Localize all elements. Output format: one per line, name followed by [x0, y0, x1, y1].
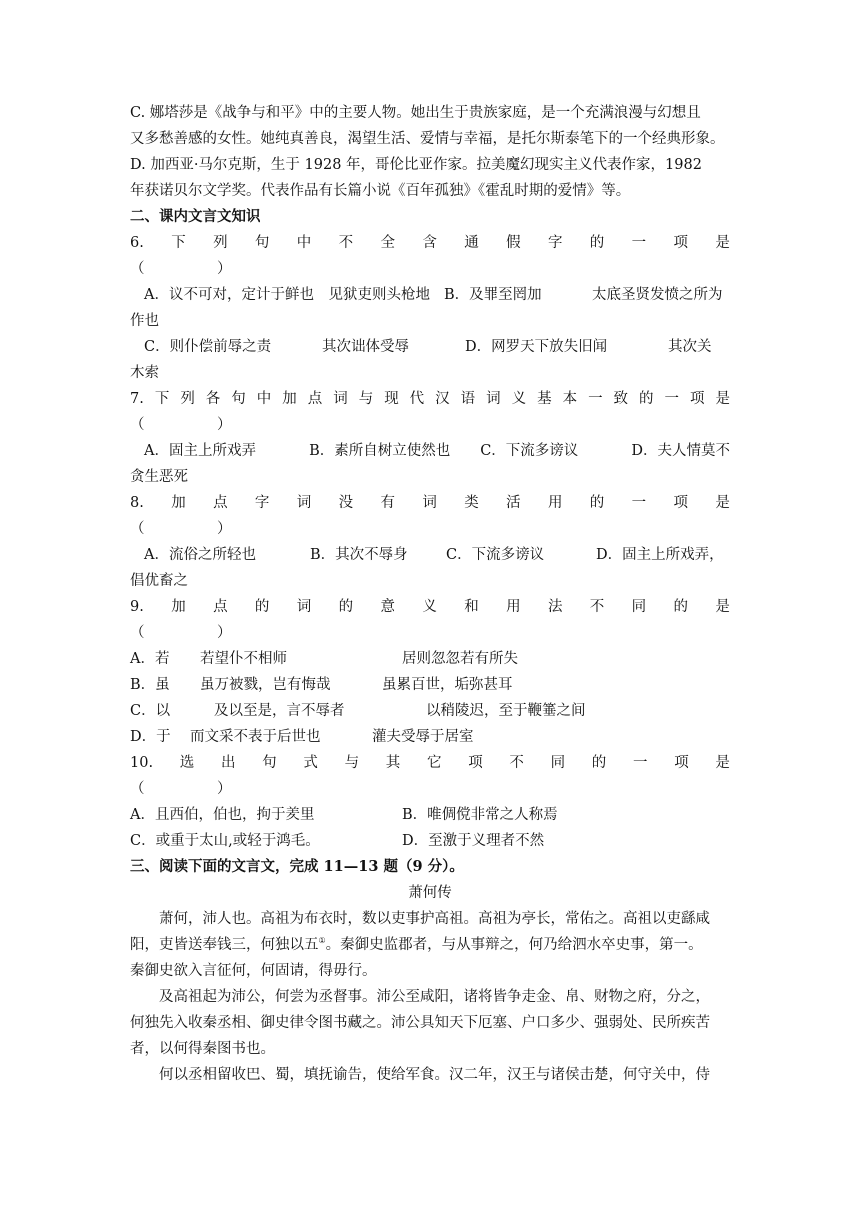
passage-title: 萧何传: [408, 885, 452, 901]
q7-stem-char: 加: [282, 391, 297, 407]
q7-stem-char: 基: [537, 391, 552, 407]
q10-stem-char: 式: [303, 755, 318, 771]
q8-option-d: D．固主上所戏弄，: [596, 547, 724, 563]
q9-stem-char: 9.: [130, 599, 144, 615]
q8-stem-char: 没: [338, 495, 354, 511]
q9-stem-char: 用: [506, 599, 521, 615]
q7-stem-char: 项: [690, 391, 705, 407]
q6-stem-char: 字: [547, 235, 563, 251]
q9-stem-char: 的: [254, 599, 270, 615]
passage-p2-line-2: 何独先入收秦丞相、御史律令图书藏之。沛公具知天下厄塞、户口多少、强弱处、民所疾苦: [130, 1015, 710, 1031]
q7-stem-char: 本: [562, 391, 578, 407]
q10-stem-char: 一: [633, 755, 648, 771]
q7-answer-paren: （ ）: [130, 417, 232, 433]
q6-stem-char: 含: [422, 235, 437, 251]
q8-stem-char: 点: [213, 495, 228, 511]
q10-stem-char: 与: [344, 755, 360, 771]
q10-stem-char: 同: [550, 755, 566, 771]
q8-option-a: A．流俗之所轻也: [144, 547, 256, 563]
q9-option-b: [130, 672, 730, 698]
section-2-heading: 二、课内文言文知识: [130, 208, 261, 225]
q9-option-c: [130, 698, 730, 724]
passage-p1-line-2a: 阳，吏皆送奉钱三，何独以五: [130, 937, 319, 953]
option-c-line-1: C. 娜塔莎是《战争与和平》中的主要人物。她出生于贵族家庭，是一个充满浪漫与幻想且: [130, 105, 701, 121]
q6-wrap-2: 木索: [130, 365, 159, 381]
q10-stem-char: 选: [179, 755, 195, 771]
passage-p1-line-2b: 。秦御史监郡者，与从事辩之，何乃给泗水卒史事，第一。: [325, 937, 703, 953]
q8-option-c: C．下流多谤议: [446, 547, 545, 563]
q7-stem-char: 7.: [130, 391, 144, 407]
q10-option-b: B．唯倜傥非常之人称焉: [402, 807, 558, 823]
q9-stem-char: 点: [213, 599, 228, 615]
q7-stem-char: 语: [460, 391, 476, 407]
q10-stem-char: 的: [591, 755, 607, 771]
passage-p1-line-1: 萧何，沛人也。高祖为布衣时，数以吏事护高祖。高祖为亭长，常佑之。高祖以吏繇咸: [159, 911, 710, 927]
q10-stem-char: 是: [715, 755, 730, 771]
q9-stem-char: 词: [296, 599, 312, 615]
q8-stem-char: 活: [506, 495, 521, 511]
q7-stem-char: 下: [154, 391, 170, 407]
q7-stem-char: 词: [486, 391, 501, 407]
q6-options-row-2: [130, 334, 730, 360]
q9-option-b-key: B．虽: [130, 677, 170, 693]
q7-option-a: A．固主上所戏弄: [144, 443, 256, 459]
q6-stem-char: 假: [506, 235, 521, 251]
q6-option-b: B．及罪至罔加: [444, 287, 542, 303]
q7-stem-char: 现: [384, 391, 399, 407]
q6-option-d-cont: 其次关: [668, 339, 712, 355]
q6-stem-char: 通: [464, 235, 479, 251]
q9-stem-char: 和: [464, 599, 479, 615]
q6-option-c: C．则仆偿前辱之责: [144, 339, 272, 355]
q9-option-d-text-1: 而文采不表于后世也: [190, 729, 321, 745]
footnote-marker: ①: [318, 936, 326, 946]
q6-stem-char: 是: [715, 235, 730, 251]
q6-stem: [130, 230, 730, 256]
q8-answer-paren: （ ）: [130, 521, 232, 537]
q9-stem-char: 意: [380, 599, 395, 615]
q10-stem-char: 其: [385, 755, 401, 771]
document-page: [130, 100, 730, 1088]
q10-stem-char: 10.: [130, 755, 154, 771]
q10-answer-paren: （ ）: [130, 781, 232, 797]
option-d-line-1: D. 加西亚·马尔克斯，生于 1928 年，哥伦比亚作家。拉美魔幻现实主义代表作家，1982: [130, 157, 702, 173]
q7-stem-char: 列: [180, 391, 195, 407]
q8-stem-char: 8.: [130, 495, 144, 511]
passage-p1-line-3: 秦御史欲入言征何，何固请，得毋行。: [130, 963, 377, 979]
q9-option-a-key: A．若: [130, 651, 170, 667]
q9-stem-char: 的: [673, 599, 689, 615]
q9-option-b-text-2: 虽累百世，垢弥甚耳: [382, 677, 513, 693]
q9-answer-paren: （ ）: [130, 625, 232, 641]
q7-stem-char: 致: [613, 391, 629, 407]
q9-stem-char: 不: [589, 599, 605, 615]
q9-stem-char: 加: [171, 599, 186, 615]
q6-wrap-1: 作也: [130, 313, 159, 329]
q9-option-a-text-2: 居则忽忽若有所失: [402, 651, 518, 667]
q9-option-c-key: C．以: [130, 703, 171, 719]
q6-stem-char: 句: [254, 235, 270, 251]
q7-stem-char: 各: [205, 391, 221, 407]
q7-wrap: 贪生恶死: [130, 469, 188, 485]
q8-wrap: 倡优畜之: [130, 573, 188, 589]
q10-stem-char: 项: [468, 755, 483, 771]
q6-option-d: D．网罗天下放失旧闻: [465, 339, 608, 355]
q6-stem-char: 不: [338, 235, 354, 251]
q9-stem-char: 义: [422, 599, 437, 615]
q8-stem-char: 加: [171, 495, 186, 511]
q8-stem: [130, 490, 730, 516]
q9-stem-char: 是: [715, 599, 730, 615]
q6-stem-char: 列: [213, 235, 228, 251]
q7-stem-char: 代: [409, 391, 425, 407]
q9-option-b-text-1: 虽万被戮，岂有悔哉: [200, 677, 331, 693]
q8-option-b: B．其次不辱身: [310, 547, 408, 563]
q8-stem-char: 有: [380, 495, 395, 511]
q10-stem-char: 项: [674, 755, 689, 771]
q10-stem-char: 出: [220, 755, 236, 771]
passage-p3-line-1: 何以丞相留收巴、蜀，填抚谕告，使给军食。汉二年，汉王与诸侯击楚，何守关中，侍: [159, 1067, 710, 1083]
q6-options-row-1: [130, 282, 730, 308]
q8-stem-char: 一: [631, 495, 647, 511]
q9-option-d: [130, 724, 730, 750]
q7-stem-char: 句: [231, 391, 246, 407]
q7-stem-char: 一: [664, 391, 680, 407]
q8-stem-char: 用: [547, 495, 563, 511]
q7-stem-char: 与: [358, 391, 374, 407]
q7-stem: [130, 386, 730, 412]
q6-stem-char: 一: [631, 235, 647, 251]
passage-p2-line-1: 及高祖起为沛公，何尝为丞督事。沛公至咸阳，诸将皆争走金、帛、财物之府，分之，: [159, 989, 710, 1005]
q8-stem-char: 词: [296, 495, 312, 511]
q7-stem-char: 汉: [435, 391, 450, 407]
q9-option-d-text-2: 灌夫受辱于居室: [372, 729, 474, 745]
q10-stem-char: 它: [426, 755, 442, 771]
q10-stem-char: 不: [509, 755, 524, 771]
q10-option-a: A．且西伯，伯也，拘于羑里: [130, 807, 315, 823]
section-3-heading: 三、阅读下面的文言文，完成 11—13 题（9 分）。: [130, 858, 464, 875]
q9-option-a-text-1: 若望仆不相师: [200, 651, 287, 667]
q10-option-d: D．至激于义理者不然: [402, 833, 545, 849]
q8-stem-char: 项: [673, 495, 689, 511]
q10-options-row-1: [130, 802, 730, 828]
q10-stem-char: 句: [262, 755, 277, 771]
q9-option-d-key: D．于: [130, 729, 171, 745]
q9-stem: [130, 594, 730, 620]
option-d-line-2: 年获诺贝尔文学奖。代表作品有长篇小说《百年孤独》《霍乱时期的爱情》等。: [130, 183, 631, 199]
q6-answer-paren: （ ）: [130, 261, 232, 277]
q6-stem-char: 的: [589, 235, 605, 251]
q6-stem-char: 项: [673, 235, 689, 251]
q7-stem-char: 中: [256, 391, 272, 407]
q9-stem-char: 的: [338, 599, 354, 615]
q7-option-d: D．夫人情莫不: [631, 443, 730, 459]
q6-option-c-cont: 其次诎体受辱: [322, 339, 409, 355]
q8-stem-char: 的: [589, 495, 605, 511]
q7-stem-char: 义: [511, 391, 527, 407]
q7-option-b: B．素所自树立使然也: [309, 443, 451, 459]
q7-stem-char: 是: [715, 391, 730, 407]
passage-p1-line-2: [130, 932, 730, 958]
q7-stem-char: 一: [588, 391, 603, 407]
q8-stem-char: 字: [254, 495, 270, 511]
q8-options-row: [130, 542, 730, 568]
q9-option-c-text-1: 及以至是，言不辱者: [214, 703, 345, 719]
q8-stem-char: 是: [715, 495, 730, 511]
q6-option-a: A．议不可对，定计于鲜也 见狱吏则头枪地: [144, 287, 430, 303]
option-c-line-2: 又多愁善感的女性。她纯真善良，渴望生活、爱情与幸福，是托尔斯泰笔下的一个经典形象。: [130, 131, 725, 147]
q6-stem-char: 下: [171, 235, 186, 251]
q6-stem-char: 6.: [130, 235, 144, 251]
q7-stem-char: 的: [639, 391, 654, 407]
q7-options-row: [130, 438, 730, 464]
q10-options-row-2: [130, 828, 730, 854]
q9-option-a: [130, 646, 730, 672]
q9-stem-char: 法: [547, 599, 563, 615]
q7-option-c: C．下流多谤议: [480, 443, 579, 459]
q10-stem: [130, 750, 730, 776]
q7-stem-char: 点: [307, 391, 323, 407]
q8-stem-char: 类: [464, 495, 479, 511]
passage-p2-line-3: 者，以何得秦图书也。: [130, 1041, 275, 1057]
q7-stem-char: 词: [333, 391, 348, 407]
q10-option-c: C．或重于太山,或轻于鸿毛。: [130, 833, 320, 849]
q9-stem-char: 同: [631, 599, 647, 615]
q9-option-c-text-2: 以稍陵迟，至于鞭箠之间: [426, 703, 586, 719]
q6-option-b-cont: 太底圣贤发愤之所为: [592, 287, 723, 303]
q6-stem-char: 全: [380, 235, 395, 251]
q6-stem-char: 中: [296, 235, 312, 251]
q8-stem-char: 词: [422, 495, 437, 511]
